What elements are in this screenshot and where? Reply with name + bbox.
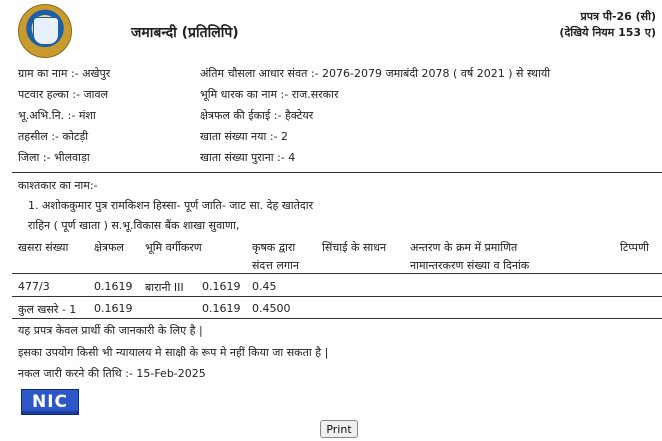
note-information-only: यह प्रपत्र केवल प्रार्थी की जानकारी के लिए है | — [18, 324, 203, 337]
total-rent: 0.4500 — [252, 302, 291, 315]
cell-rent: 0.45 — [252, 280, 277, 293]
col-header-khasra: खसरा संख्या — [18, 241, 69, 254]
total-class-area: 0.1619 — [202, 302, 241, 315]
khata-number-old: खाता संख्या पुराना :- 4 — [200, 151, 296, 164]
divider — [12, 273, 662, 274]
divider — [12, 296, 662, 297]
issue-date: नकल जारी करने की तिथि :- 15-Feb-2025 — [18, 367, 206, 380]
district-name: जिला :- भीलवाड़ा — [18, 151, 90, 164]
rule-reference: (देखिये नियम 153 ए) — [559, 26, 656, 39]
col-header-rent-1: कृषक द्वारा — [252, 241, 296, 254]
note-not-legal-evidence: इसका उपयोग किसी भी न्यायालय मे साक्षी के रूप मे नहीं किया जा सकता है | — [18, 346, 329, 359]
nic-logo: NIC — [21, 389, 79, 415]
area-unit: क्षेत्रफल की ईकाई :- हैक्टेयर — [200, 109, 314, 122]
land-holder-name: भूमि धारक का नाम :- राज.सरकार — [200, 88, 339, 101]
cell-khasra: 477/3 — [18, 280, 50, 293]
cell-land-class: बारानी III — [145, 281, 184, 294]
divider — [12, 318, 662, 319]
cell-area: 0.1619 — [94, 280, 133, 293]
cultivator-line-1: 1. अशोककुमार पुत्र रामकिशन हिस्सा- पूर्ण जाति- जाट सा. देह खातेदार — [28, 199, 314, 212]
page-title: जमाबन्दी (प्रतिलिपि) — [131, 25, 239, 41]
col-header-rent-2: संदत्त लगान — [252, 259, 299, 272]
village-name: ग्राम का नाम :- अखेपुर — [18, 67, 111, 80]
cultivator-heading: काश्तकार का नाम:- — [18, 179, 98, 192]
tehsil-name: तहसील :- कोटड़ी — [18, 130, 89, 143]
col-header-mutation-1: अन्तरण के क्रम में प्रमाणित — [410, 241, 518, 254]
settlement-basis: अंतिम चौसला आधार संवत :- 2076-2079 जमाबंदी 2078 ( वर्ष 2021 ) से स्थायी — [200, 67, 551, 80]
col-header-mutation-2: नामान्तरकरण संख्या व दिनांक — [410, 259, 530, 272]
form-number: प्रपत्र पी-26 (सी) — [580, 10, 656, 23]
col-header-area: क्षेत्रफल — [94, 241, 124, 254]
total-label: कुल खसरे - 1 — [18, 303, 77, 316]
cultivator-line-2: राहिन ( पूर्ण खाता ) स.भू.विकास बैंक शाखा सुवाणा, — [28, 219, 240, 232]
state-emblem-logo — [18, 4, 72, 58]
col-header-land-class: भूमि वर्गीकरण — [145, 241, 202, 254]
print-button[interactable]: Print — [320, 420, 358, 438]
cell-class-area: 0.1619 — [202, 280, 241, 293]
divider — [12, 172, 662, 173]
col-header-remarks: टिप्पणी — [620, 241, 649, 254]
col-header-irrigation: सिंचाई के साधन — [322, 241, 387, 254]
khata-number-new: खाता संख्या नया :- 2 — [200, 130, 289, 143]
land-record-inspector: भू.अभि.नि. :- मंशा — [18, 109, 96, 122]
total-area: 0.1619 — [94, 302, 133, 315]
patwar-circle: पटवार हल्का :- जावल — [18, 88, 109, 101]
